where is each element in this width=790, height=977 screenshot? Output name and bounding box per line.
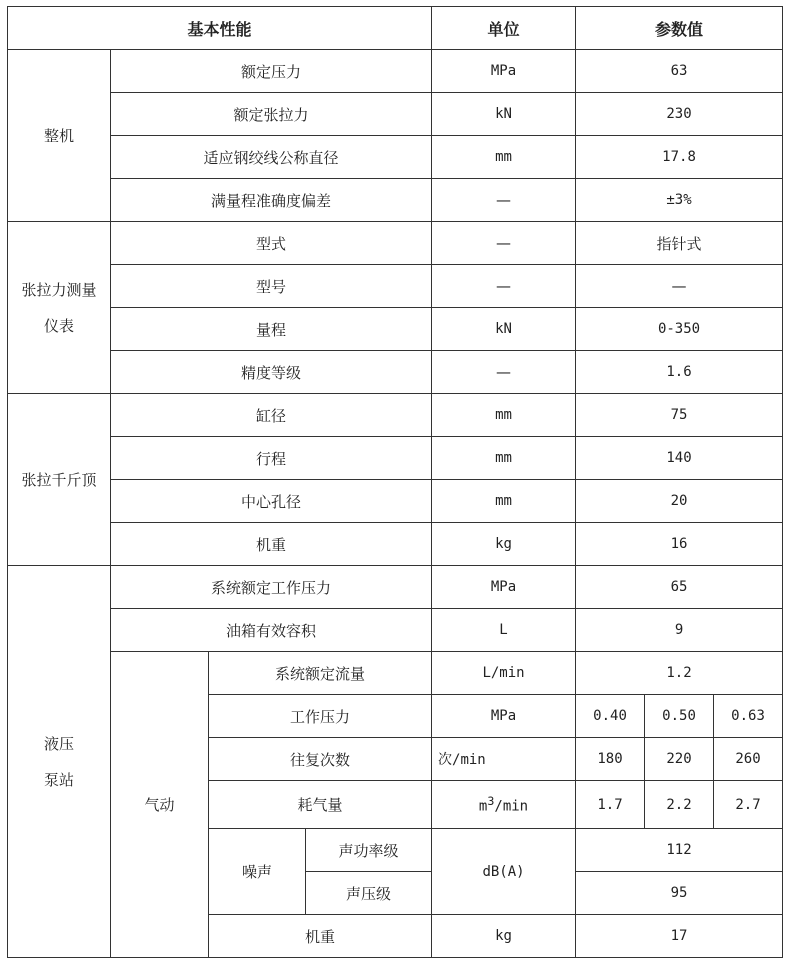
row-value-2: 0.50 xyxy=(645,695,714,738)
row-unit: kN xyxy=(432,93,576,136)
row-name: 机重 xyxy=(111,523,432,566)
row-value-2: 220 xyxy=(645,738,714,781)
unit-base: m xyxy=(478,798,488,815)
table-row xyxy=(8,136,783,179)
table-row xyxy=(8,265,783,308)
row-value-1: 0.40 xyxy=(576,695,645,738)
row-value-3: 2.7 xyxy=(714,781,783,829)
row-unit: MPa xyxy=(432,50,576,93)
table-row xyxy=(8,50,783,93)
row-unit: MPa xyxy=(432,695,576,738)
row-name: 型号 xyxy=(111,265,432,308)
row-value: — xyxy=(576,265,783,308)
group-noise: 噪声 xyxy=(209,829,306,915)
row-value: 65 xyxy=(576,566,783,609)
row-name: 往复次数 xyxy=(209,738,432,781)
row-name: 适应钢绞线公称直径 xyxy=(111,136,432,179)
row-value: 0-350 xyxy=(576,308,783,351)
row-name: 工作压力 xyxy=(209,695,432,738)
group-jack: 张拉千斤顶 xyxy=(8,394,111,566)
row-name: 额定压力 xyxy=(111,50,432,93)
row-unit: kN xyxy=(432,308,576,351)
group-pump-line2: 泵站 xyxy=(43,770,74,789)
table-row xyxy=(8,437,783,480)
group-pneumatic: 气动 xyxy=(111,652,209,958)
row-name: 额定张拉力 xyxy=(111,93,432,136)
group-meter-line1: 张拉力测量 xyxy=(21,280,97,299)
row-value-2: 2.2 xyxy=(645,781,714,829)
row-unit: mm xyxy=(432,437,576,480)
group-pump-station xyxy=(8,566,111,958)
header-unit: 单位 xyxy=(432,7,576,50)
table-row xyxy=(8,394,783,437)
row-unit: L xyxy=(432,609,576,652)
table-row xyxy=(8,222,783,265)
row-unit xyxy=(432,781,576,829)
row-unit: mm xyxy=(432,394,576,437)
group-meter-line2: 仪表 xyxy=(43,316,74,335)
row-name: 声功率级 xyxy=(306,829,432,872)
row-unit: dB(A) xyxy=(432,829,576,915)
row-name: 缸径 xyxy=(111,394,432,437)
row-name: 系统额定工作压力 xyxy=(111,566,432,609)
row-name: 精度等级 xyxy=(111,351,432,394)
row-unit: mm xyxy=(432,480,576,523)
row-name: 量程 xyxy=(111,308,432,351)
row-value: 17 xyxy=(576,915,783,958)
row-value: 112 xyxy=(576,829,783,872)
header-parameter-value: 参数值 xyxy=(576,7,783,50)
row-name: 中心孔径 xyxy=(111,480,432,523)
row-unit: kg xyxy=(432,523,576,566)
row-value: 140 xyxy=(576,437,783,480)
row-value: 指针式 xyxy=(576,222,783,265)
row-unit: L/min xyxy=(432,652,576,695)
row-unit: — xyxy=(432,351,576,394)
row-unit: 次/min xyxy=(432,738,576,781)
row-name: 声压级 xyxy=(306,872,432,915)
row-unit: kg xyxy=(432,915,576,958)
table-row xyxy=(8,566,783,609)
row-name: 机重 xyxy=(209,915,432,958)
row-name: 耗气量 xyxy=(209,781,432,829)
header-basic-performance: 基本性能 xyxy=(8,7,432,50)
row-unit: — xyxy=(432,179,576,222)
unit-rest: /min xyxy=(494,798,529,815)
spec-table xyxy=(7,6,783,958)
row-value: 230 xyxy=(576,93,783,136)
row-value: 63 xyxy=(576,50,783,93)
row-value: 20 xyxy=(576,480,783,523)
row-value: ±3% xyxy=(576,179,783,222)
row-value-1: 180 xyxy=(576,738,645,781)
group-machine: 整机 xyxy=(8,50,111,222)
row-value-3: 0.63 xyxy=(714,695,783,738)
row-value: 16 xyxy=(576,523,783,566)
row-unit: — xyxy=(432,222,576,265)
table-row xyxy=(8,351,783,394)
row-name: 型式 xyxy=(111,222,432,265)
row-value: 1.2 xyxy=(576,652,783,695)
table-row xyxy=(8,480,783,523)
row-value: 1.6 xyxy=(576,351,783,394)
table-row xyxy=(8,523,783,566)
row-name: 系统额定流量 xyxy=(209,652,432,695)
table-row xyxy=(8,93,783,136)
group-pump-line1: 液压 xyxy=(43,734,74,753)
table-row xyxy=(8,308,783,351)
row-name: 满量程准确度偏差 xyxy=(111,179,432,222)
row-name: 行程 xyxy=(111,437,432,480)
table-row xyxy=(8,179,783,222)
table-row xyxy=(8,652,783,695)
row-unit: MPa xyxy=(432,566,576,609)
group-meter xyxy=(8,222,111,394)
row-value: 95 xyxy=(576,872,783,915)
row-unit: mm xyxy=(432,136,576,179)
row-value: 9 xyxy=(576,609,783,652)
row-unit: — xyxy=(432,265,576,308)
row-value: 75 xyxy=(576,394,783,437)
unit-superscript: 3 xyxy=(487,794,495,809)
table-row xyxy=(8,609,783,652)
row-value-3: 260 xyxy=(714,738,783,781)
row-name: 油箱有效容积 xyxy=(111,609,432,652)
header-row xyxy=(8,7,783,50)
row-value: 17.8 xyxy=(576,136,783,179)
row-value-1: 1.7 xyxy=(576,781,645,829)
